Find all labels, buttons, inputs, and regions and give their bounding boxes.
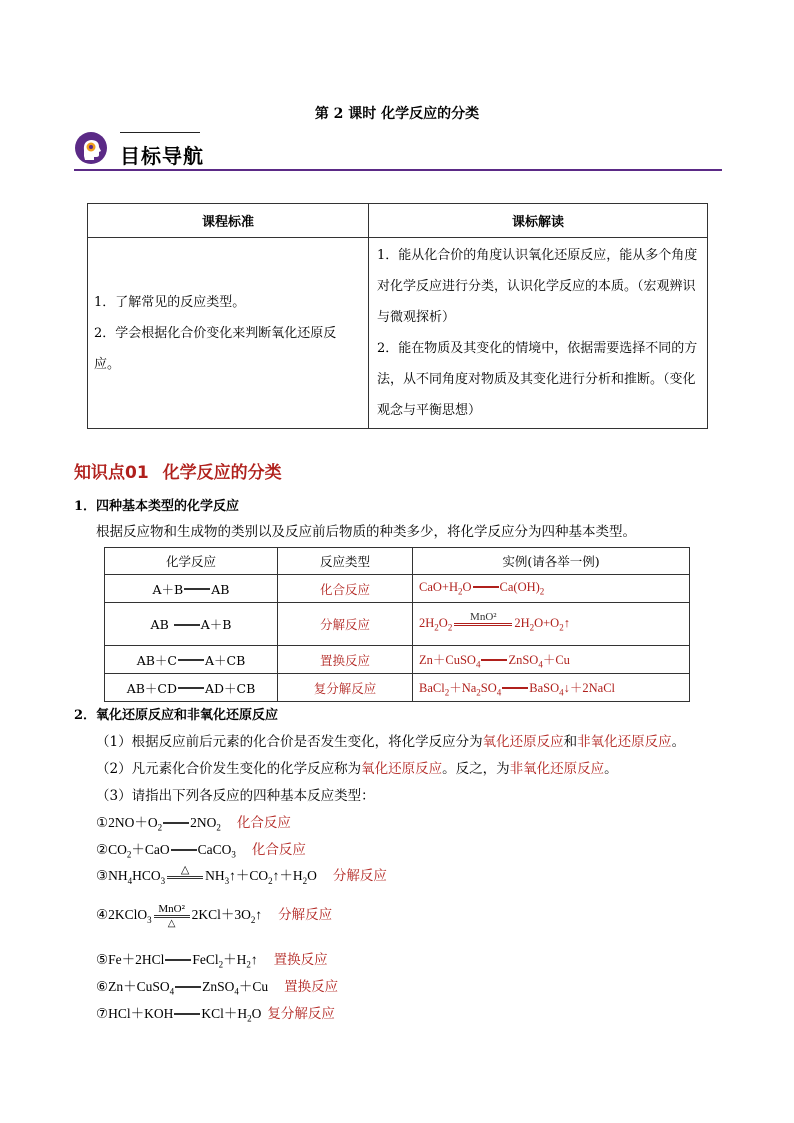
table-row: AB＋C A＋CB 置换反应 Zn＋CuSO$_4$ ZnSO$_4$＋Cu: [105, 646, 690, 674]
brain-head-icon: [74, 131, 108, 165]
nav-rule: [74, 169, 722, 171]
reaction-item: $①2NO+O_2$ $2NO_2$ 化合反应: [96, 815, 291, 833]
page-title: 第 2 课时 化学反应的分类: [314, 106, 480, 122]
reaction-type: 分解反应: [332, 868, 387, 884]
reaction-example: $2H_2O_2$ MnO² $2H_2O+O_2↑$: [413, 603, 690, 646]
section-2-p1: （1）根据反应前后元素的化合价是否发生变化，将化学反应分为氧化还原反应和非氧化还原反应。: [96, 734, 686, 750]
reaction-types-table: [104, 547, 690, 702]
section-2-title: 2．氧化还原反应和非氧化还原反应: [74, 708, 279, 723]
standards-left-cell: [88, 238, 369, 429]
standard-item: 1．了解常见的反应类型。: [94, 294, 246, 310]
rt-header: 实例(请各举一例): [413, 548, 690, 575]
table-row: AB A＋B 分解反应 $2H_2O_2$ MnO² $2H_2O+O_2↑$: [105, 603, 690, 646]
reaction-item: ⑥Zn＋CuSO$_4$ ZnSO$_4$＋Cu 置换反应: [96, 979, 339, 997]
rt-header: 反应类型: [278, 548, 413, 575]
reaction-item: $③NH_4HCO_3$ △ $NH_3↑+CO_2↑+H_2O$ 分解反应: [96, 864, 387, 886]
reaction-type: 复分解反应: [278, 674, 413, 702]
nav-top-line: [120, 132, 200, 133]
standards-right-cell: [369, 238, 708, 429]
reaction-type: 化合反应: [236, 815, 291, 830]
reaction-type: 复分解反应: [267, 1006, 335, 1021]
nav-label: 目标导航: [120, 144, 204, 168]
reaction-type: 分解反应: [278, 603, 413, 646]
interpretation-item: 1．能从化合价的角度认识氧化还原反应，能从多个角度对化学反应进行分类，认识化学反应的本质。（宏观辨识与微观探析）: [377, 248, 698, 325]
standards-table: [87, 203, 708, 429]
table-row: AB＋CD AD＋CB 复分解反应 $BaCl_2+Na_2SO_4$ BaSO$_4$↓＋2NaCl: [105, 674, 690, 702]
reaction-type: 化合反应: [251, 842, 306, 857]
reaction-type: 置换反应: [278, 646, 413, 674]
standard-item: 2．学会根据化合价变化来判断氧化还原反应。: [94, 325, 337, 372]
reaction-type: 分解反应: [278, 907, 333, 923]
reaction-type: 化合反应: [278, 575, 413, 603]
knowledge-point-label: 知识点01: [74, 463, 149, 483]
reaction-item: ⑤Fe＋2HCl $FeCl_2+H_2↑$ 置换反应: [96, 952, 328, 970]
section-1-title: 1．四种基本类型的化学反应: [74, 499, 240, 514]
section-1-intro: 根据反应物和生成物的类别以及反应前后物质的种类多少，将化学反应分为四种基本类型。: [96, 524, 636, 540]
table-row: A＋B AB 化合反应 $CaO+H_2O$ $Ca(OH)_2$: [105, 575, 690, 603]
standards-header-right: 课标解读: [369, 204, 708, 238]
section-2-p2: （2）凡元素化合价发生变化的化学反应称为氧化还原反应。反之，为非氧化还原反应。: [96, 761, 618, 777]
reaction-example: $BaCl_2+Na_2SO_4$ BaSO$_4$↓＋2NaCl: [413, 674, 690, 702]
standards-header-left: 课程标准: [88, 204, 369, 238]
section-2-p3: （3）请指出下列各反应的四种基本反应类型：: [96, 788, 375, 804]
interpretation-item: 2．能在物质及其变化的情境中，依据需要选择不同的方法，从不同角度对物质及其变化进行分析和推断。（变化观念与平衡思想）: [377, 341, 698, 418]
knowledge-point-title: 化学反应的分类: [162, 463, 282, 483]
reaction-example: Zn＋CuSO$_4$ ZnSO$_4$＋Cu: [413, 646, 690, 674]
reaction-type: 置换反应: [284, 979, 339, 994]
rt-header: 化学反应: [105, 548, 278, 575]
reaction-item: ④2KClO$_3$ MnO² △ $2KCl+3O_2↑$ 分解反应: [96, 903, 333, 929]
reaction-item: ⑦HCl＋KOH $KCl+H_2O$ 复分解反应: [96, 1006, 335, 1024]
reaction-example: $CaO+H_2O$ $Ca(OH)_2$: [413, 575, 690, 603]
reaction-item: $②CO_2+CaO$ CaCO$_3$ 化合反应: [96, 842, 306, 860]
reaction-type: 置换反应: [273, 952, 328, 967]
knowledge-point-heading: [74, 458, 282, 483]
